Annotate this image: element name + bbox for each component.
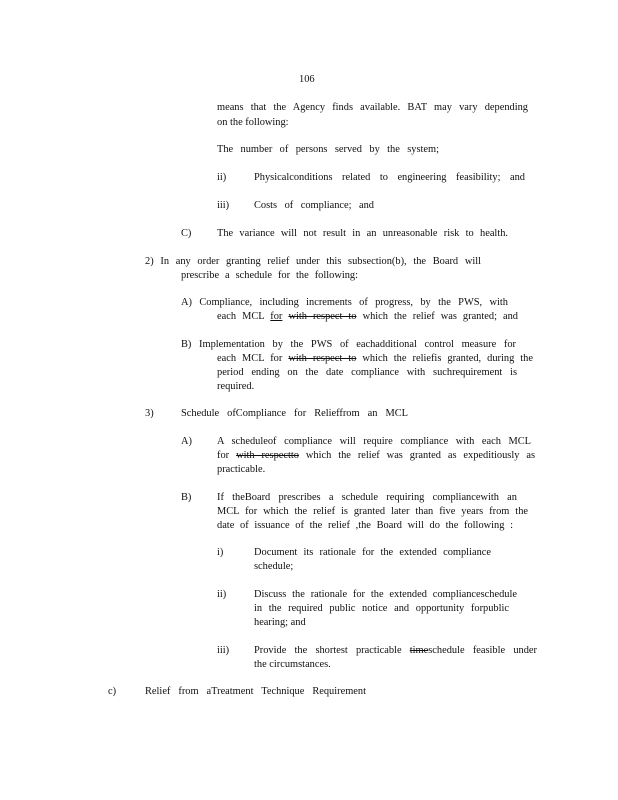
section-2a-line-2-pre: each MCL — [217, 311, 271, 322]
section-3a-deleted-text: with respectto — [236, 450, 299, 461]
section-2b-line-4: required. — [217, 381, 255, 392]
page-number: 106 — [299, 74, 315, 85]
section-3a-line-2-pre: for — [217, 450, 230, 461]
section-c-label: c) — [108, 686, 117, 697]
section-3a-line-3: practicable. — [217, 464, 266, 475]
section-3b-label: B) — [181, 492, 192, 503]
intro-line-2: on the following: — [217, 117, 289, 128]
factor-iii-number: iii) — [217, 200, 230, 211]
section-2b-line-1: B) Implementation by the PWS of eachadditional control measure for — [181, 339, 516, 350]
section-3-heading: Schedule ofCompliance for Relieffrom an MCL — [181, 408, 408, 419]
section-3b-line-2: MCL for which the relief is granted later than five years from the — [217, 506, 528, 517]
factor-ii-text: Physicalconditions related to engineering feasibility; and — [254, 172, 525, 183]
section-2b-line-2 — [217, 352, 533, 366]
section-2b-deleted-text: with respect to — [288, 353, 357, 364]
factor-i: The number of persons served by the system; — [217, 144, 439, 155]
section-2a-line-2-post: which the relief was granted; and — [362, 311, 518, 322]
section-3b-ii-number: ii) — [217, 589, 227, 600]
section-3a-line-1: A scheduleof compliance will require compliance with each MCL — [217, 436, 531, 447]
section-3a-line-2 — [217, 449, 535, 463]
section-2b-line-2-post: which the reliefis granted, during the — [362, 353, 533, 364]
section-3b-iii-number: iii) — [217, 645, 230, 656]
section-2-line-2: prescribe a schedule for the following: — [181, 270, 358, 281]
section-3b-line-1: If theBoard prescribes a schedule requiring compliancewith an — [217, 492, 517, 503]
factor-ii-number: ii) — [217, 172, 227, 183]
section-2a-line-1: A) Compliance, including increments of progress, by the PWS, with — [181, 297, 508, 308]
section-3b-i-line-1: Document its rationale for the extended compliance — [254, 547, 491, 558]
section-3b-i-number: i) — [217, 547, 224, 558]
factor-iii-text: Costs of compliance; and — [254, 200, 374, 211]
section-3b-line-3: date of issuance of the relief ,the Board will do the following : — [217, 520, 513, 531]
section-2b-line-3: period ending on the date compliance with suchrequirement is — [217, 367, 517, 378]
section-3b-ii-line-3: hearing; and — [254, 617, 306, 628]
intro-line-1: means that the Agency finds available. BAT may vary depending — [217, 102, 528, 113]
item-c-label: C) — [181, 228, 192, 239]
section-2b-line-2-pre: each MCL for — [217, 353, 283, 364]
section-2-line-1: 2) In any order granting relief under this subsection(b), the Board will — [145, 256, 481, 267]
section-3b-i-line-2: schedule; — [254, 561, 294, 572]
section-2a-deleted-text: with respect to — [288, 311, 357, 322]
section-3b-ii-line-1: Discuss the rationale for the extended complianceschedule — [254, 589, 517, 600]
section-3-number: 3) — [145, 408, 154, 419]
section-3a-line-2-post: which the relief was granted as expeditiously as — [305, 450, 535, 461]
section-3b-iii-line-1-post: schedule feasible under — [428, 645, 537, 656]
section-3b-iii-line-1-pre: Provide the shortest practicable — [254, 645, 410, 656]
section-3b-iii-deleted-text: time — [409, 645, 429, 656]
section-3a-label: A) — [181, 436, 192, 447]
section-c-heading: Relief from aTreatment Technique Requirement — [145, 686, 366, 697]
section-2a-inserted-text: for — [270, 311, 283, 322]
item-c-text: The variance will not result in an unreasonable risk to health. — [217, 228, 508, 239]
section-2a-line-2 — [217, 310, 518, 324]
section-3b-iii-line-1 — [254, 644, 537, 658]
section-3b-ii-line-2: in the required public notice and opportunity forpublic — [254, 603, 509, 614]
section-3b-iii-line-2: the circumstances. — [254, 659, 331, 670]
